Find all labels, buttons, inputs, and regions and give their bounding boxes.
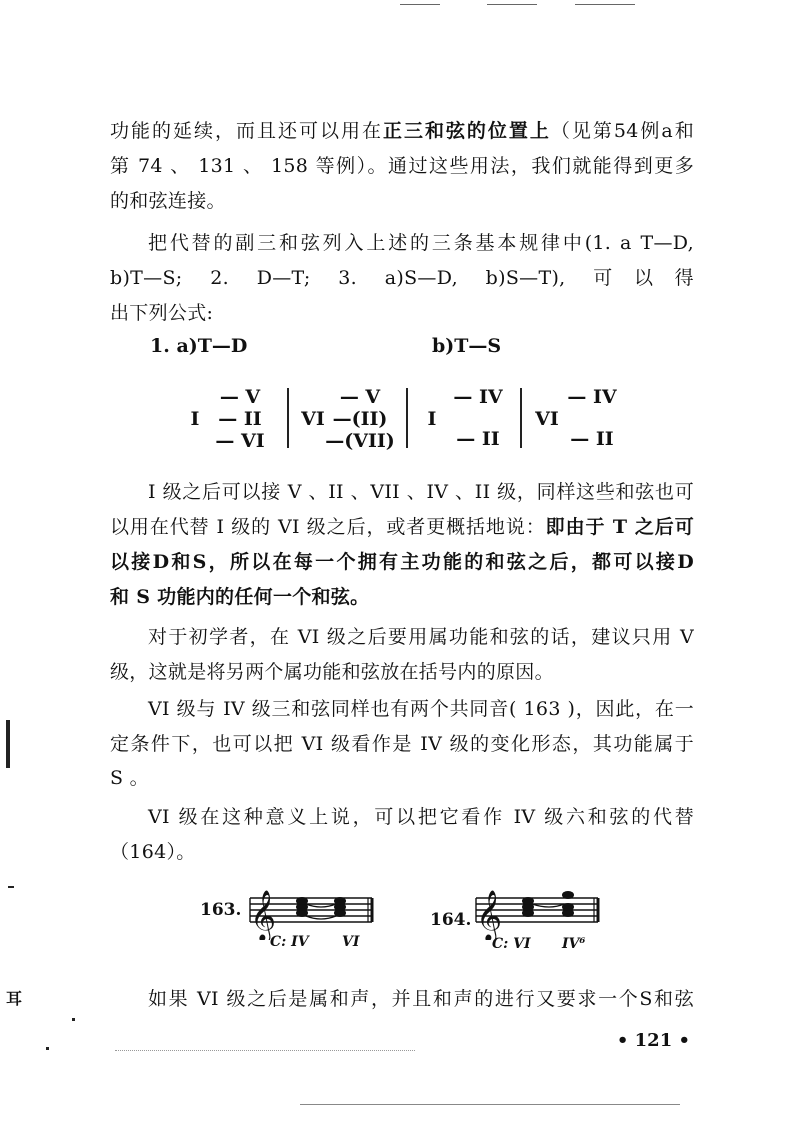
p5-line2: 定条件下，也可以把 VI 级看作是 IV 级的变化形态，其功能属于 bbox=[110, 733, 694, 755]
top-rule-3 bbox=[575, 4, 635, 5]
g1-top: — V bbox=[219, 386, 261, 408]
g1-left: I bbox=[190, 408, 200, 430]
margin-bar bbox=[6, 720, 10, 768]
ex164-number: 164. bbox=[430, 910, 472, 930]
bottom-dotted-noise bbox=[115, 1050, 415, 1051]
p1-line3: 的和弦连接。 bbox=[110, 190, 226, 212]
p1-line1-post: （见第54例a和 bbox=[550, 120, 695, 142]
ex163-chord2: VI bbox=[342, 934, 360, 950]
p1-line2: 第 74 、 131 、 158 等例）。通过这些用法，我们就能得到更多 bbox=[110, 155, 694, 177]
margin-dot-1 bbox=[8, 886, 14, 888]
g2-bot: —(VII) bbox=[325, 430, 395, 452]
g2-top: — V bbox=[339, 386, 381, 408]
p3-line3: 以接D和S，所以在每一个拥有主功能的和弦之后，都可以接D bbox=[110, 551, 694, 573]
g1-bot: — VI bbox=[215, 430, 265, 452]
g2-left: VI bbox=[301, 408, 325, 430]
ex163-staff bbox=[240, 880, 380, 940]
p3-line4: 和 S 功能内的任何一个和弦。 bbox=[110, 586, 370, 608]
ex164-key: C: VI bbox=[492, 936, 531, 952]
margin-char: 耳 bbox=[6, 989, 23, 1008]
margin-dot-3 bbox=[46, 1047, 49, 1050]
margin-dot-2 bbox=[72, 1018, 75, 1021]
g1-mid: — II bbox=[218, 408, 262, 430]
p2-line3: 出下列公式: bbox=[110, 302, 214, 324]
p2-line1: 把代替的副三和弦列入上述的三条基本规律中(1. a T—D, bbox=[148, 232, 694, 254]
g3-top: — IV bbox=[453, 386, 503, 408]
ex164-treble-clef: 𝄞 bbox=[476, 890, 503, 940]
p7-line1: 如果 VI 级之后是属和声，并且和声的进行又要求一个S和弦 bbox=[148, 988, 694, 1010]
divider-1 bbox=[287, 388, 289, 448]
g2-mid: —(II) bbox=[332, 408, 388, 430]
ex163-number: 163. bbox=[200, 900, 242, 920]
p4-line1: 对于初学者，在 VI 级之后要用属功能和弦的话，建议只用 V bbox=[148, 626, 694, 648]
p1-line1 bbox=[110, 119, 694, 143]
g4-bot: — II bbox=[570, 428, 614, 450]
ex163-key: C: IV bbox=[270, 934, 309, 950]
p1-line1-pre: 功能的延续，而且还可以用在 bbox=[110, 120, 383, 142]
ex164-staff bbox=[466, 880, 606, 940]
p4-line2: 级，这就是将另两个属功能和弦放在括号内的原因。 bbox=[110, 661, 554, 683]
p6-line2: （164）。 bbox=[110, 841, 196, 863]
top-rule-1 bbox=[400, 4, 440, 5]
p1-line1-bold: 正三和弦的位置上 bbox=[382, 120, 551, 142]
p3-line2 bbox=[110, 515, 694, 539]
p5-line3: S 。 bbox=[110, 767, 149, 789]
p3-line2-bold: 即由于 T 之后可 bbox=[545, 516, 694, 538]
g4-left: VI bbox=[535, 408, 559, 430]
top-rule-2 bbox=[487, 4, 537, 5]
p3-line2-pre: 以用在代替 I 级的 VI 级之后，或者更概括地说： bbox=[110, 516, 546, 538]
formula-label-a: 1. a)T—D bbox=[150, 335, 248, 357]
ex164-chord2: IV⁶ bbox=[562, 936, 586, 952]
p3-line1: I 级之后可以接 V 、II 、VII 、IV 、II 级，同样这些和弦也可 bbox=[148, 481, 694, 503]
p6-line1: VI 级在这种意义上说，可以把它看作 IV 级六和弦的代替 bbox=[148, 806, 694, 828]
p5-line1: VI 级与 IV 级三和弦同样也有两个共同音( 163 )，因此，在一 bbox=[148, 698, 694, 720]
divider-2 bbox=[406, 388, 408, 448]
p2-line2: b)T—S; 2. D—T; 3. a)S—D, b)S—T), 可以得 bbox=[110, 267, 694, 289]
g4-top: — IV bbox=[567, 386, 617, 408]
g3-bot: — II bbox=[456, 428, 500, 450]
g3-left: I bbox=[427, 408, 437, 430]
ex163-treble-clef: 𝄞 bbox=[250, 890, 277, 940]
bottom-rule bbox=[300, 1104, 680, 1105]
divider-3 bbox=[520, 388, 522, 448]
page-number: • 121 • bbox=[616, 1030, 690, 1051]
formula-label-b: b)T—S bbox=[432, 335, 502, 357]
